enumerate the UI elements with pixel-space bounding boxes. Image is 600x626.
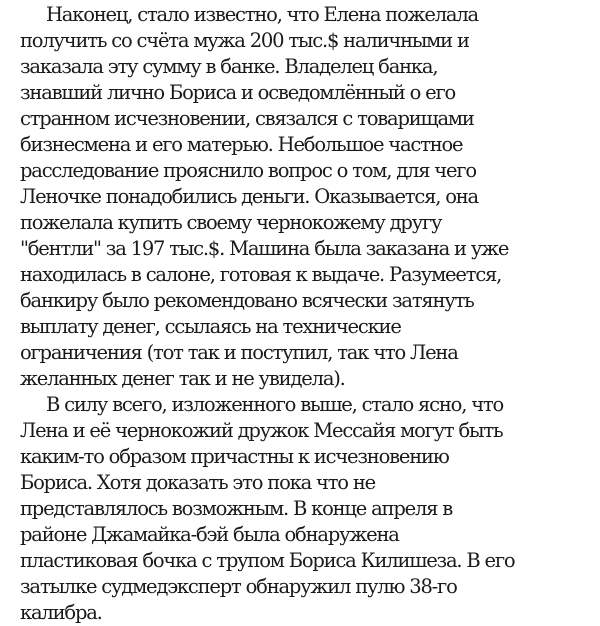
paragraph-1 [20, 2, 600, 392]
text-line: ограничения (тот так и поступил, так что Лена [20, 341, 458, 364]
text-line: расследование прояснило вопрос о том, для чего [20, 159, 476, 182]
text-line: бизнесмена и его матерью. Небольшое частное [20, 133, 463, 156]
text-line: банкиру было рекомендовано всячески затянуть [20, 289, 474, 312]
document-text [20, 0, 600, 626]
text-line: Бориса. Хотя доказать это пока что не [20, 471, 375, 494]
text-line: В силу всего, изложенного выше, стало ясно, что [46, 393, 504, 416]
text-line: Лена и её чернокожий дружок Мессайя могут быть [20, 419, 503, 442]
text-line: пластиковая бочка с трупом Бориса Килишеза. В его [20, 549, 515, 572]
text-line: районе Джамайка-бэй была обнаружена [20, 523, 399, 546]
text-line: странном исчезновении, связался с товарищами [20, 107, 474, 130]
paragraph-2 [20, 392, 600, 626]
text-line: калибра. [20, 601, 102, 624]
text-line: желанных денег так и не увидела). [20, 367, 345, 390]
text-line: выплату денег, ссылаясь на технические [20, 315, 401, 338]
text-line: Наконец, стало известно, что Елена пожелала [46, 3, 478, 26]
text-line: каким-то образом причастны к исчезновению [20, 445, 449, 468]
text-line: "бентли" за 197 тыс.$. Машина была заказана и уже [20, 237, 509, 260]
text-line: находилась в салоне, готовая к выдаче. Разумеется, [20, 263, 502, 286]
text-line: пожелала купить своему чернокожему другу [20, 211, 442, 234]
text-line: получить со счёта мужа 200 тыс.$ наличными и [20, 29, 469, 52]
text-line: заказала эту сумму в банке. Владелец банка, [20, 55, 438, 78]
text-line: знавший лично Бориса и осведомлённый о его [20, 81, 456, 104]
text-line: представлялось возможным. В конце апреля в [20, 497, 453, 520]
text-line: Леночке понадобились деньги. Оказывается, она [20, 185, 478, 208]
text-line: затылке судмедэксперт обнаружил пулю 38-го [20, 575, 457, 598]
